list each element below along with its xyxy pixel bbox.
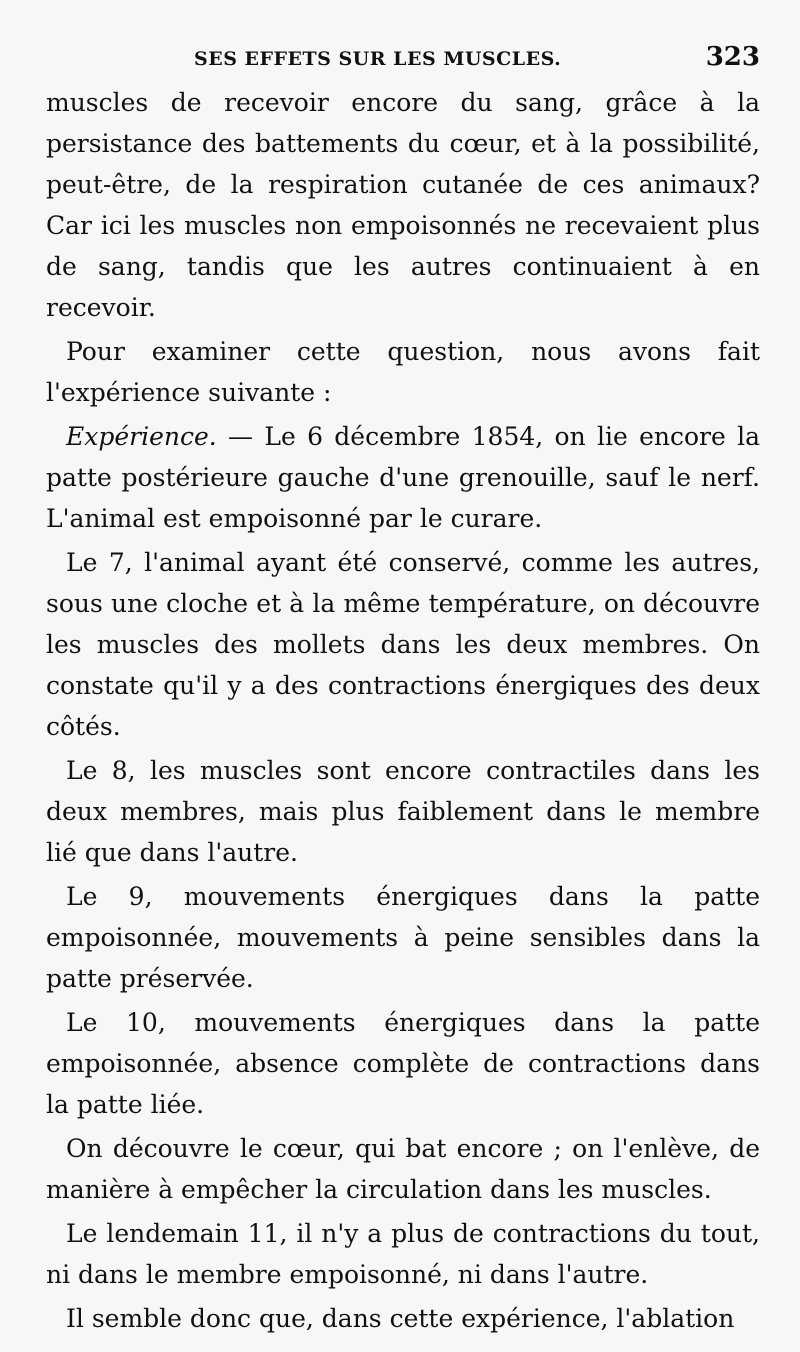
experience-label: Expérience. xyxy=(66,422,217,451)
paragraph-2: Pour examiner cette question, nous avons fait l'expérience suivante : xyxy=(46,337,760,407)
page-header xyxy=(194,42,760,82)
paragraph-day-11: Le lendemain 11, il n'y a plus de contractions du tout, ni dans le membre empoisonné, ni dans l'autre. xyxy=(46,1219,760,1289)
paragraph-day-7: Le 7, l'animal ayant été conservé, comme les autres, sous une cloche et à la même température, on découvre les muscles des mollets dans les deux membres. On constate qu'il y a des contractions énergiques des deux côtés. xyxy=(46,548,760,741)
page-number: 323 xyxy=(705,42,760,72)
paragraph-day-10: Le 10, mouvements énergiques dans la patte empoisonnée, absence complète de contractions dans la patte liée. xyxy=(46,1008,760,1119)
running-title: SES EFFETS SUR LES MUSCLES. xyxy=(194,48,562,70)
paragraph-heart: On découvre le cœur, qui bat encore ; on l'enlève, de manière à empêcher la circulation dans les muscles. xyxy=(46,1134,760,1204)
paragraph-experience: Expérience. — Le 6 décembre 1854, on lie encore la patte postérieure gauche d'une grenouille, sauf le nerf. L'animal est empoisonné par le curare. xyxy=(46,422,760,533)
paragraph-day-9: Le 9, mouvements énergiques dans la patte empoisonnée, mouvements à peine sensibles dans la patte préservée. xyxy=(46,882,760,993)
page-body xyxy=(46,82,760,1339)
paragraph-1: muscles de recevoir encore du sang, grâce à la persistance des battements du cœur, et à la possibilité, peut-être, de la respiration cutanée de ces animaux? Car ici les muscles non empoisonnés ne recevaient plus de sang, tandis que les autres continuaient à en recevoir. xyxy=(46,88,760,322)
paragraph-day-8: Le 8, les muscles sont encore contractiles dans les deux membres, mais plus faiblement dans le membre lié que dans l'autre. xyxy=(46,756,760,867)
paragraph-conclusion: Il semble donc que, dans cette expérience, l'ablation xyxy=(66,1304,735,1333)
